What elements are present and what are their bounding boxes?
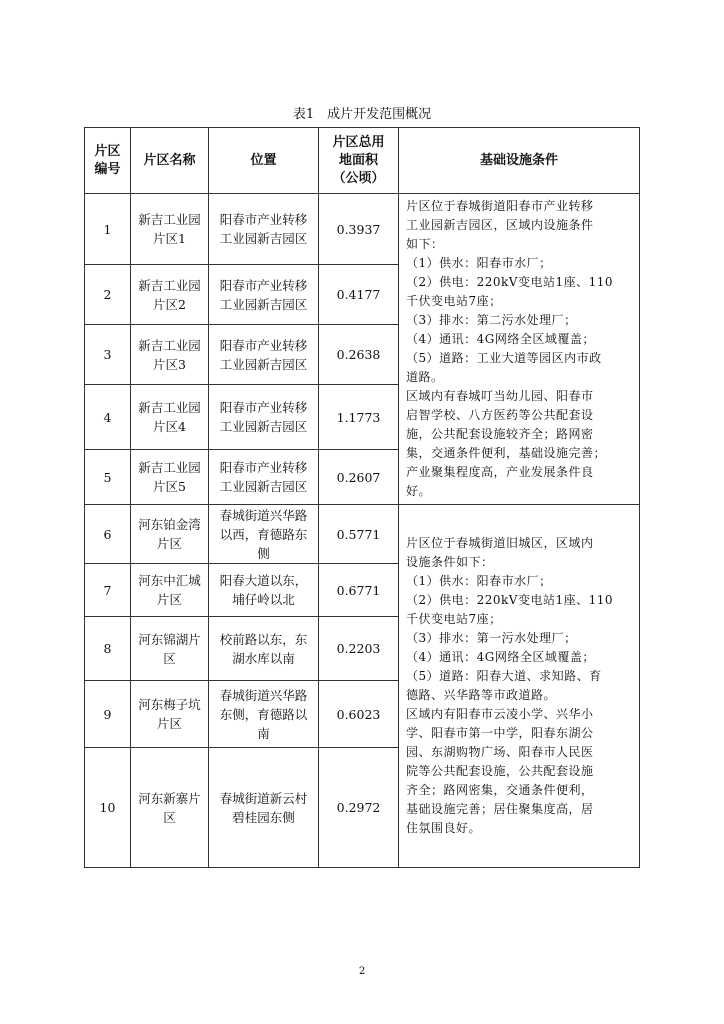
table-row: [85, 505, 640, 564]
cell-name: [131, 681, 209, 748]
cell-location: [209, 450, 319, 505]
infrastructure-line: 区域内有阳春市云凌小学、兴华小: [406, 707, 594, 721]
cell-location: [209, 748, 319, 868]
infrastructure-line: 施，公共配套设施较齐全；路网密: [406, 427, 594, 441]
cell-location-text: 阳春市产业转移工业园新吉园区: [219, 400, 308, 434]
cell-id: [85, 748, 131, 868]
cell-id-text: 8: [103, 641, 112, 656]
infrastructure-line: （2）供电：220kV变电站1座、110: [406, 275, 614, 289]
header-location: 位置: [209, 128, 319, 194]
infrastructure-line: 院等公共配套设施，公共配套设施: [406, 764, 594, 778]
cell-id: [85, 617, 131, 681]
infrastructure-line: （5）道路：阳春大道、求知路、育: [406, 669, 602, 683]
cell-location: [209, 617, 319, 681]
infrastructure-line: 园、东湖购物广场、阳春市人民医: [406, 745, 594, 759]
infrastructure-line: 集，交通条件便利，基础设施完善；: [406, 446, 607, 460]
cell-name-text: 新吉工业园片区4: [138, 400, 201, 434]
cell-location-text: 春城街道新云村碧桂园东侧: [219, 790, 308, 825]
cell-name-text: 河东铂金湾片区: [138, 517, 201, 551]
cell-area-text: 1.1773: [336, 409, 381, 425]
cell-name: [131, 505, 209, 564]
cell-location-text: 阳春市产业转移工业园新吉园区: [219, 277, 308, 312]
header-infra: 基础设施条件: [399, 128, 640, 194]
cell-id-text: 10: [99, 800, 116, 815]
cell-id-text: 4: [103, 409, 112, 425]
cell-name-text: 河东锦湖片区: [138, 631, 201, 666]
cell-name-text: 新吉工业园片区2: [138, 277, 201, 312]
cell-area-text: 0.3937: [336, 221, 381, 237]
cell-id: [85, 505, 131, 564]
cell-id: [85, 265, 131, 325]
cell-location: [209, 505, 319, 564]
header-area-text: 片区总用地面积（公顷）: [332, 134, 385, 186]
cell-id-text: 1: [103, 221, 112, 237]
cell-name: [131, 748, 209, 868]
cell-name: [131, 564, 209, 617]
header-name: 片区名称: [131, 128, 209, 194]
cell-area: [319, 325, 399, 385]
infrastructure-line: （1）供水：阳春市水厂；: [406, 574, 552, 588]
infrastructure-line: 德路、兴华路等市政道路。: [406, 688, 557, 702]
cell-id: [85, 681, 131, 748]
infrastructure-line: 区域内有春城叮当幼儿园、阳春市: [406, 389, 594, 403]
cell-area: [319, 265, 399, 325]
cell-area: [319, 385, 399, 450]
infrastructure-line: 学、阳春市第一中学，阳春东湖公: [406, 726, 594, 740]
infrastructure-line: 片区位于春城街道阳春市产业转移: [406, 199, 594, 213]
cell-id: [85, 325, 131, 385]
header-id-text: 片区编号: [94, 143, 121, 177]
cell-area-text: 0.5771: [336, 526, 381, 542]
cell-name: [131, 385, 209, 450]
cell-name-text: 新吉工业园片区3: [138, 337, 201, 372]
cell-id: [85, 564, 131, 617]
infrastructure-line: （4）通讯：4G网络全区域覆盖；: [406, 650, 595, 664]
cell-location-text: 春城街道兴华路以西，育德路东侧: [219, 507, 308, 561]
infrastructure-line: 千伏变电站7座；: [406, 612, 502, 626]
infrastructure-line: （3）排水：第一污水处理厂；: [406, 631, 577, 645]
table-caption: 表1 成片开发范围概况: [292, 107, 432, 122]
cell-id: [85, 450, 131, 505]
cell-location-text: 阳春市产业转移工业园新吉园区: [219, 212, 308, 246]
cell-name-text: 新吉工业园片区5: [138, 460, 201, 494]
page-number: 2: [358, 966, 366, 977]
infrastructure-line: 设施条件如下：: [406, 555, 494, 569]
cell-area: [319, 564, 399, 617]
infrastructure-line: （3）排水：第二污水处理厂；: [406, 313, 577, 327]
cell-area: [319, 748, 399, 868]
infrastructure-line: 齐全；路网密集，交通条件便利，: [406, 783, 594, 797]
header-area: [319, 128, 399, 194]
cell-area-text: 0.4177: [336, 287, 381, 302]
infrastructure-line: （4）通讯：4G网络全区域覆盖；: [406, 332, 595, 346]
cell-area: [319, 617, 399, 681]
cell-location: [209, 681, 319, 748]
cell-location: [209, 385, 319, 450]
cell-infrastructure: [399, 194, 640, 505]
cell-area-text: 0.2607: [336, 469, 381, 485]
cell-area-text: 0.6771: [336, 582, 381, 598]
cell-name-text: 河东梅子坑片区: [138, 697, 201, 731]
infrastructure-line: 片区位于春城街道旧城区，区域内: [406, 536, 594, 550]
cell-id-text: 6: [103, 526, 112, 542]
cell-id: [85, 194, 131, 265]
infrastructure-line: （2）供电：220kV变电站1座、110: [406, 593, 614, 607]
cell-id: [85, 385, 131, 450]
cell-location-text: 校前路以东，东湖水库以南: [219, 631, 308, 666]
cell-infrastructure: [399, 505, 640, 868]
header-id: [85, 128, 131, 194]
infrastructure-line: （1）供水：阳春市水厂；: [406, 256, 552, 270]
cell-id-text: 2: [103, 287, 112, 302]
cell-name: [131, 265, 209, 325]
cell-name: [131, 617, 209, 681]
cell-location: [209, 564, 319, 617]
cell-location-text: 阳春市产业转移工业园新吉园区: [219, 337, 308, 372]
infrastructure-line: 千伏变电站7座；: [406, 294, 502, 308]
cell-id-text: 9: [103, 706, 112, 722]
cell-area: [319, 505, 399, 564]
cell-location-text: 春城街道兴华路东侧，育德路以南: [219, 687, 308, 741]
infrastructure-line: 工业园新吉园区，区域内设施条件: [406, 218, 594, 232]
cell-location-text: 阳春市产业转移工业园新吉园区: [219, 460, 308, 494]
cell-name-text: 新吉工业园片区1: [138, 212, 201, 246]
infrastructure-line: 住氛围良好。: [406, 821, 482, 835]
cell-name: [131, 325, 209, 385]
cell-name: [131, 194, 209, 265]
infrastructure-line: 如下：: [406, 237, 444, 251]
header-row: [85, 128, 640, 194]
cell-area-text: 0.2638: [336, 347, 381, 362]
development-area-table: [84, 127, 640, 868]
cell-area: [319, 450, 399, 505]
cell-location: [209, 194, 319, 265]
cell-area-text: 0.2203: [336, 641, 381, 656]
cell-location: [209, 265, 319, 325]
cell-name-text: 河东新寨片区: [138, 790, 201, 825]
infrastructure-line: 道路。: [406, 370, 444, 384]
infrastructure-line: 启智学校、八方医药等公共配套设: [406, 408, 594, 422]
infrastructure-line: 产业聚集程度高，产业发展条件良: [406, 465, 594, 479]
cell-name: [131, 450, 209, 505]
infrastructure-line: 基础设施完善；居住聚集度高，居: [406, 802, 594, 816]
cell-name-text: 河东中汇城片区: [138, 573, 201, 607]
table-row: [85, 194, 640, 265]
infrastructure-line: 好。: [406, 484, 432, 498]
cell-area: [319, 194, 399, 265]
cell-id-text: 7: [103, 582, 112, 598]
cell-location-text: 阳春大道以东，埔仔岭以北: [219, 573, 308, 607]
cell-area: [319, 681, 399, 748]
infrastructure-line: （5）道路：工业大道等园区内市政: [406, 351, 602, 365]
cell-id-text: 3: [103, 347, 112, 362]
cell-location: [209, 325, 319, 385]
cell-area-text: 0.2972: [336, 800, 381, 815]
cell-area-text: 0.6023: [336, 706, 381, 722]
cell-id-text: 5: [103, 469, 112, 485]
